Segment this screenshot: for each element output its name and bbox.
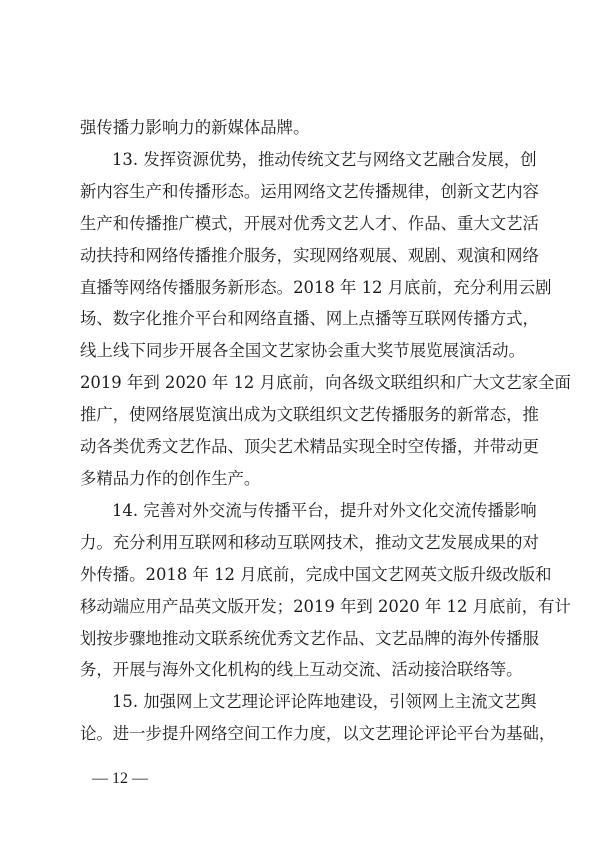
text-line: 移动端应用产品英文版开发；2019 年到 2020 年 12 月底前，有计 <box>80 596 571 616</box>
paragraph-14 <box>80 495 571 686</box>
paragraph-continuation <box>80 112 525 144</box>
paragraph-15 <box>80 686 556 750</box>
paragraph-13 <box>80 144 571 495</box>
text-line: 多精品力作的创作生产。 <box>80 468 261 488</box>
text-line: 动扶持和网络传播推介服务，实现网络观展、观剧、观演和网络 <box>80 245 539 265</box>
text-line: 动各类优秀文艺作品、顶尖艺术精品实现全时空传播，并带动更 <box>80 437 539 457</box>
text-line: 13. 发挥资源优势，推动传统文艺与网络文艺融合发展，创 <box>112 149 537 169</box>
text-line: 外传播。2018 年 12 月底前，完成中国文艺网英文版升级改版和 <box>80 564 552 584</box>
page-number: — 12 — <box>92 770 148 787</box>
text-line: 场、数字化推介平台和网络直播、网上点播等互联网传播方式， <box>80 309 539 329</box>
text-line: 务，开展与海外文化机构的线上互动交流、活动接洽联络等。 <box>80 660 523 680</box>
text-line: 生产和传播推广模式，开展对优秀文艺人才、作品、重大文艺活 <box>80 213 539 233</box>
text-line: 强传播力影响力的新媒体品牌。 <box>80 118 310 137</box>
text-line: 14. 完善对外交流与传播平台，提升对外文化交流传播影响 <box>112 500 537 520</box>
body-text <box>80 112 571 750</box>
text-line: 2019 年到 2020 年 12 月底前，向各级文联组织和广大文艺家全面 <box>80 373 571 393</box>
text-line: 力。充分利用互联网和移动互联网技术，推动文艺发展成果的对 <box>80 532 539 552</box>
text-line: 直播等网络传播服务新形态。2018 年 12 月底前，充分利用云剧 <box>80 277 552 297</box>
text-line: 15. 加强网上文艺理论评论阵地建设，引领网上主流文艺舆 <box>112 692 537 712</box>
text-line: 推广，使网络展览演出成为文联组织文艺传播服务的新常态，推 <box>80 405 539 425</box>
text-line: 新内容生产和传播形态。运用网络文艺传播规律，创新文艺内容 <box>80 181 539 201</box>
text-line: 划按步骤地推动文联系统优秀文艺作品、文艺品牌的海外传播服 <box>80 628 539 648</box>
text-line: 线上线下同步开展各全国文艺家协会重大奖节展览展演活动。 <box>80 341 525 361</box>
text-line: 论。进一步提升网络空间工作力度，以文艺理论评论平台为基础， <box>80 724 556 744</box>
